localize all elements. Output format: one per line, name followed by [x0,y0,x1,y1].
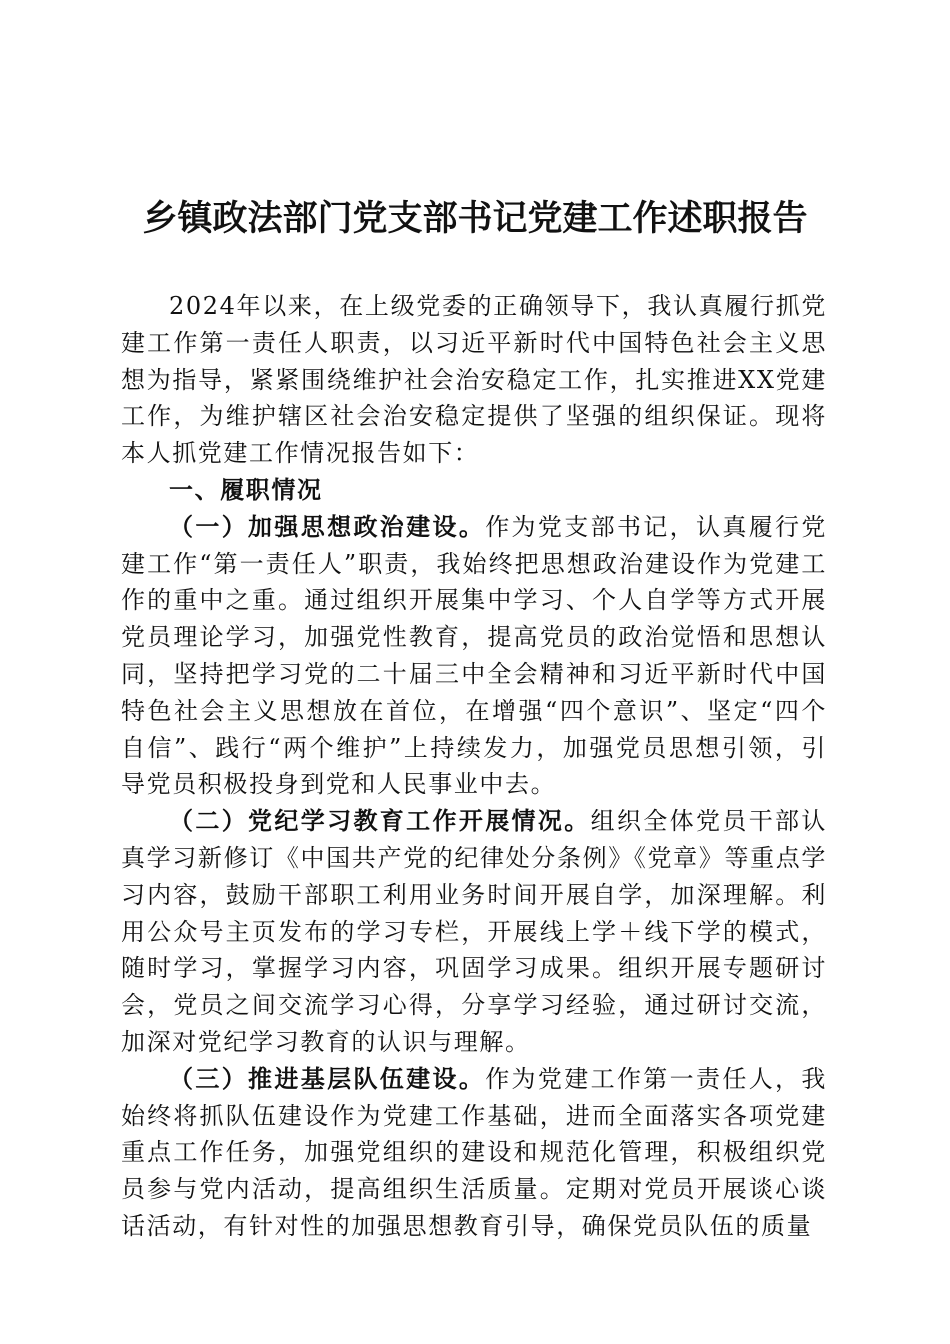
item-lead: （三）推进基层队伍建设。 [169,1064,486,1093]
intro-paragraph: 2024年以来，在上级党委的正确领导下，我认真履行抓党建工作第一责任人职责，以习近平新时代中国特色社会主义思想为指导，紧紧围绕维护社会治安稳定工作，扎实推进XX党建工作，为维护辖区社会治安稳定提供了坚强的组织保证。现将本人抓党建工作情况报告如下： [121,292,827,468]
item-paragraph [121,509,827,803]
item-text: 组织全体党员干部认真学习新修订《中国共产党的纪律处分条例》《党章》等重点学习内容，鼓励干部职工利用业务时间开展自学，加深理解。利用公众号主页发布的学习专栏，开展线上学＋线下学的模式，随时学习，掌握学习内容，巩固学习成果。组织开展专题研讨会，党员之间交流学习心得，分享学习经验，通过研讨交流，加深对党纪学习教育的认识与理解。 [121,807,827,1056]
item-text: 作为党支部书记，认真履行党建工作“第一责任人”职责，我始终把思想政治建设作为党建工作的重中之重。通过组织开展集中学习、个人自学等方式开展党员理论学习，加强党性教育，提高党员的政治觉悟和思想认同，坚持把学习党的二十届三中全会精神和习近平新时代中国特色社会主义思想放在首位，在增强“四个意识”、坚定“四个自信”、践行“两个维护”上持续发力，加强党员思想引领，引导党员积极投身到党和人民事业中去。 [121,512,827,799]
item-lead: （一）加强思想政治建设。 [169,512,486,541]
document-title: 乡镇政法部门党支部书记党建工作述职报告 [142,198,808,239]
section-heading: 一、履职情况 [169,475,323,504]
item-paragraph [121,803,827,1061]
item-paragraph [121,1061,827,1245]
document-body [121,288,827,1245]
item-text: 作为党建工作第一责任人，我始终将抓队伍建设作为党建工作基础，进而全面落实各项党建重点工作任务，加强党组织的建设和规范化管理，积极组织党员参与党内活动，提高组织生活质量。定期对党员开展谈心谈话活动，有针对性的加强思想教育引导，确保党员队伍的质量 [121,1064,827,1240]
item-lead: （二）党纪学习教育工作开展情况。 [169,807,591,836]
